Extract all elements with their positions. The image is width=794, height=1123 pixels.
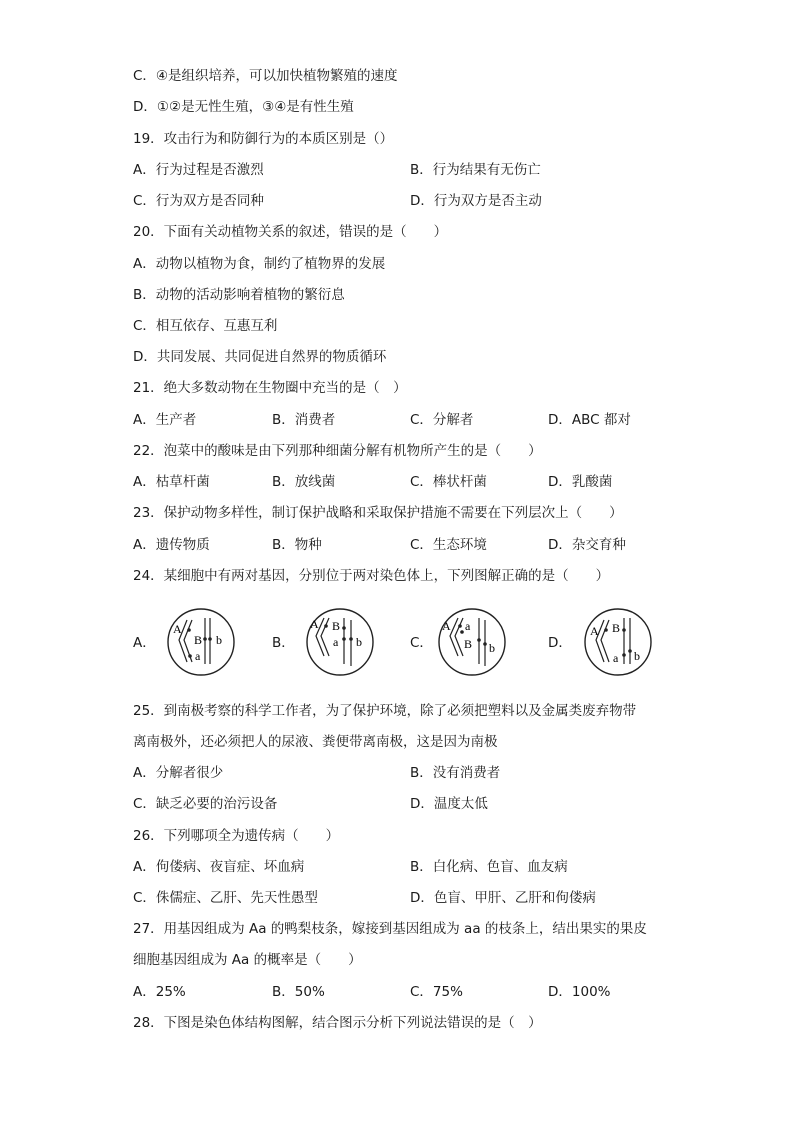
option-d: D．ABC 都对 <box>548 412 631 428</box>
question-20: 20．下面有关动植物关系的叙述，错误的是（ ） <box>133 224 448 240</box>
option-c: C．侏儒症、乙肝、先天性愚型 <box>133 890 318 906</box>
option-label: A． <box>133 635 156 651</box>
option-d: D．100% <box>548 984 611 1000</box>
option-a: A．动物以植物为食，制约了植物界的发展 <box>133 256 386 272</box>
question-27: 27．用基因组成为 Aa 的鸭梨枝条，嫁接到基因组成为 aa 的枝条上，结出果实的果皮 <box>133 921 647 937</box>
gene-label: a <box>465 619 471 633</box>
question-25-continued: 离南极外，还必须把人的尿液、粪便带离南极，这是因为南极 <box>133 734 498 750</box>
diagram-option-a <box>133 606 243 680</box>
option-b: B．动物的活动影响着植物的繁衍息 <box>133 287 345 303</box>
option-b: B．消费者 <box>272 412 336 428</box>
gene-label: A <box>173 622 182 636</box>
question-27-continued: 细胞基因组成为 Aa 的概率是（ ） <box>133 952 362 968</box>
diagram-option-b <box>272 606 382 680</box>
gene-label: a <box>613 651 619 665</box>
cell-diagram-c <box>436 606 508 678</box>
cell-diagram-b <box>304 606 376 678</box>
gene-label: b <box>356 635 362 649</box>
gene-label: b <box>489 641 495 655</box>
gene-label: B <box>612 621 621 635</box>
option-a: A．遗传物质 <box>133 537 210 553</box>
question-28: 28．下图是染色体结构图解，结合图示分析下列说法错误的是（ ） <box>133 1015 542 1031</box>
question-24: 24．某细胞中有两对基因，分别位于两对染色体上，下列图解正确的是（ ） <box>133 568 610 584</box>
question-23: 23．保护动物多样性，制订保护战略和采取保护措施不需要在下列层次上（ ） <box>133 505 623 521</box>
question-25: 25．到南极考察的科学工作者，为了保护环境，除了必须把塑料以及金属类废弃物带 <box>133 703 637 719</box>
gene-label: A <box>590 624 599 638</box>
gene-label: B <box>194 633 203 647</box>
gene-label: A <box>310 617 319 631</box>
option-b: B．放线菌 <box>272 474 336 490</box>
diagram-option-c <box>410 606 520 680</box>
option-a: A．行为过程是否激烈 <box>133 162 264 178</box>
question-22: 22．泡菜中的酸味是由下列那种细菌分解有机物所产生的是（ ） <box>133 443 542 459</box>
option-c: C．分解者 <box>410 412 474 428</box>
option-c: C．生态环境 <box>410 537 487 553</box>
cell-diagram-d <box>582 606 654 678</box>
cell-diagram-a <box>165 606 237 678</box>
option-d: D．共同发展、共同促进自然界的物质循环 <box>133 349 387 365</box>
option-b: B．白化病、色盲、血友病 <box>410 859 568 875</box>
option-b: B．没有消费者 <box>410 765 501 781</box>
option-d: D．行为双方是否主动 <box>410 193 542 209</box>
option-a: A．生产者 <box>133 412 197 428</box>
option-a: A．分解者很少 <box>133 765 224 781</box>
gene-label: A <box>442 619 451 633</box>
option-text: C．④是组织培养，可以加快植物繁殖的速度 <box>133 68 398 84</box>
option-label: C． <box>410 635 433 651</box>
gene-label: B <box>464 637 473 651</box>
option-d: D．温度太低 <box>410 796 488 812</box>
option-text: D．①②是无性生殖，③④是有性生殖 <box>133 99 354 115</box>
option-c: C．75% <box>410 984 463 1000</box>
option-b: B．行为结果有无伤亡 <box>410 162 541 178</box>
option-b: B．物种 <box>272 537 322 553</box>
option-d: D．色盲、甲肝、乙肝和佝偻病 <box>410 890 596 906</box>
option-a: A．25% <box>133 984 186 1000</box>
option-d: D．杂交育种 <box>548 537 626 553</box>
option-c: C．相互依存、互惠互利 <box>133 318 278 334</box>
question-19: 19．攻击行为和防御行为的本质区别是（） <box>133 131 394 147</box>
option-a: A．佝偻病、夜盲症、坏血病 <box>133 859 305 875</box>
gene-label: a <box>195 649 201 663</box>
option-b: B．50% <box>272 984 325 1000</box>
diagram-option-d <box>548 606 658 680</box>
option-label: B． <box>272 635 295 651</box>
option-c: C．行为双方是否同种 <box>133 193 264 209</box>
option-a: A．枯草杆菌 <box>133 474 210 490</box>
question-26: 26．下列哪项全为遗传病（ ） <box>133 828 340 844</box>
gene-label: a <box>333 635 339 649</box>
gene-label: B <box>332 619 341 633</box>
gene-label: b <box>634 649 640 663</box>
option-c: C．缺乏必要的治污设备 <box>133 796 278 812</box>
option-d: D．乳酸菌 <box>548 474 613 490</box>
question-21: 21．绝大多数动物在生物圈中充当的是（ ） <box>133 380 407 396</box>
option-c: C．棒状杆菌 <box>410 474 487 490</box>
option-label: D． <box>548 635 572 651</box>
gene-label: b <box>216 633 222 647</box>
